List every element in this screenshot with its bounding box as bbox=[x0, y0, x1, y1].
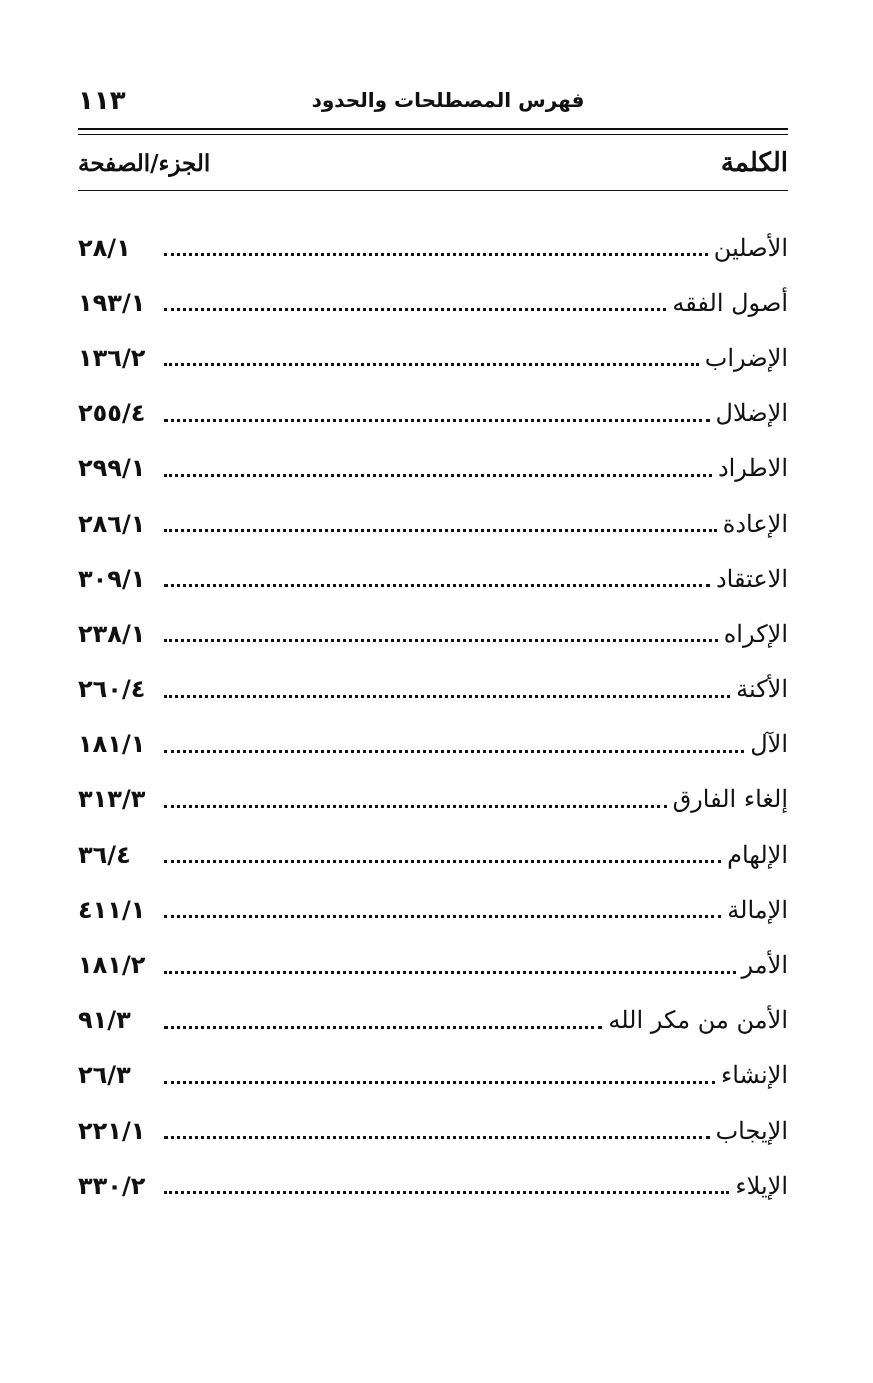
entry-term: الاطراد bbox=[717, 454, 788, 483]
entry-term: الإمالة bbox=[727, 895, 788, 924]
entry-term: إلغاء الفارق bbox=[672, 785, 788, 814]
entry-volume-page: ٢٨/١ bbox=[78, 233, 131, 262]
index-entry bbox=[78, 606, 788, 661]
entry-term: الأمر bbox=[741, 951, 788, 980]
entry-term: الإلهام bbox=[727, 840, 788, 869]
entry-term: الاعتقاد bbox=[715, 564, 788, 593]
entry-volume-page: ٤١١/١ bbox=[78, 895, 146, 924]
dot-leader bbox=[164, 1012, 602, 1029]
dot-leader bbox=[164, 405, 710, 422]
index-entry bbox=[78, 827, 788, 882]
dot-leader bbox=[164, 349, 699, 366]
index-entry bbox=[78, 496, 788, 551]
column-heading-rule bbox=[78, 190, 788, 191]
entry-term: الأمن من مكر الله bbox=[608, 1006, 788, 1035]
index-entry bbox=[78, 386, 788, 441]
entry-volume-page: ٢٣٨/١ bbox=[78, 619, 146, 648]
entry-volume-page: ٣٣٠/٢ bbox=[78, 1171, 146, 1200]
dot-leader bbox=[164, 957, 736, 974]
entry-volume-page: ١٩٣/١ bbox=[78, 288, 146, 317]
entry-volume-page: ٣٦/٤ bbox=[78, 840, 131, 869]
header-rule-thin bbox=[78, 134, 788, 135]
entry-term: الإيجاب bbox=[715, 1116, 788, 1145]
dot-leader bbox=[164, 791, 667, 808]
index-entry bbox=[78, 441, 788, 496]
index-entry bbox=[78, 275, 788, 330]
entry-volume-page: ٢٨٦/١ bbox=[78, 509, 146, 538]
index-entry bbox=[78, 551, 788, 606]
column-heading-ref: الجزء/الصفحة bbox=[78, 150, 211, 177]
dot-leader bbox=[164, 570, 710, 587]
index-entry bbox=[78, 662, 788, 717]
index-entry bbox=[78, 772, 788, 827]
entry-term: الإعادة bbox=[722, 509, 788, 538]
running-title: فهرس المصطلحات والحدود bbox=[311, 88, 585, 112]
entry-volume-page: ٢٦/٣ bbox=[78, 1061, 131, 1090]
dot-leader bbox=[164, 1067, 715, 1084]
entry-term: الأكنة bbox=[736, 675, 788, 704]
entry-volume-page: ١٨١/٢ bbox=[78, 951, 146, 980]
index-entries bbox=[78, 220, 788, 1213]
entry-volume-page: ٢٩٩/١ bbox=[78, 454, 146, 483]
header-rule bbox=[78, 128, 788, 130]
entry-volume-page: ٩١/٣ bbox=[78, 1006, 131, 1035]
column-heading-word: الكلمة bbox=[720, 148, 788, 178]
index-entry bbox=[78, 1048, 788, 1103]
dot-leader bbox=[164, 1122, 710, 1139]
dot-leader bbox=[164, 1177, 729, 1194]
entry-volume-page: ٣١٣/٣ bbox=[78, 785, 146, 814]
index-entry bbox=[78, 1158, 788, 1213]
entry-volume-page: ٢٢١/١ bbox=[78, 1116, 146, 1145]
dot-leader bbox=[164, 681, 730, 698]
column-headings bbox=[78, 148, 788, 188]
entry-term: الأصلين bbox=[713, 233, 788, 262]
dot-leader bbox=[164, 294, 666, 311]
index-entry bbox=[78, 993, 788, 1048]
entry-volume-page: ٣٠٩/١ bbox=[78, 564, 146, 593]
index-entry bbox=[78, 1103, 788, 1158]
index-entry bbox=[78, 220, 788, 275]
dot-leader bbox=[164, 625, 718, 642]
entry-volume-page: ١٨١/١ bbox=[78, 730, 146, 759]
running-head bbox=[78, 86, 788, 120]
dot-leader bbox=[164, 239, 708, 256]
dot-leader bbox=[164, 736, 744, 753]
index-entry bbox=[78, 330, 788, 385]
entry-volume-page: ١٣٦/٢ bbox=[78, 343, 146, 372]
index-entry bbox=[78, 937, 788, 992]
entry-term: الإيلاء bbox=[735, 1171, 788, 1200]
entry-term: الإنشاء bbox=[720, 1061, 788, 1090]
index-entry bbox=[78, 882, 788, 937]
index-entry bbox=[78, 717, 788, 772]
entry-term: الإكراه bbox=[723, 619, 788, 648]
dot-leader bbox=[164, 846, 721, 863]
entry-term: الإضراب bbox=[704, 343, 788, 372]
entry-volume-page: ٢٦٠/٤ bbox=[78, 675, 146, 704]
dot-leader bbox=[164, 515, 717, 532]
dot-leader bbox=[164, 460, 712, 477]
page-number: ١١٣ bbox=[78, 86, 126, 116]
entry-term: الآل bbox=[750, 730, 788, 759]
dot-leader bbox=[164, 901, 721, 918]
entry-volume-page: ٢٥٥/٤ bbox=[78, 399, 146, 428]
entry-term: أصول الفقه bbox=[672, 288, 788, 317]
entry-term: الإضلال bbox=[715, 399, 788, 428]
